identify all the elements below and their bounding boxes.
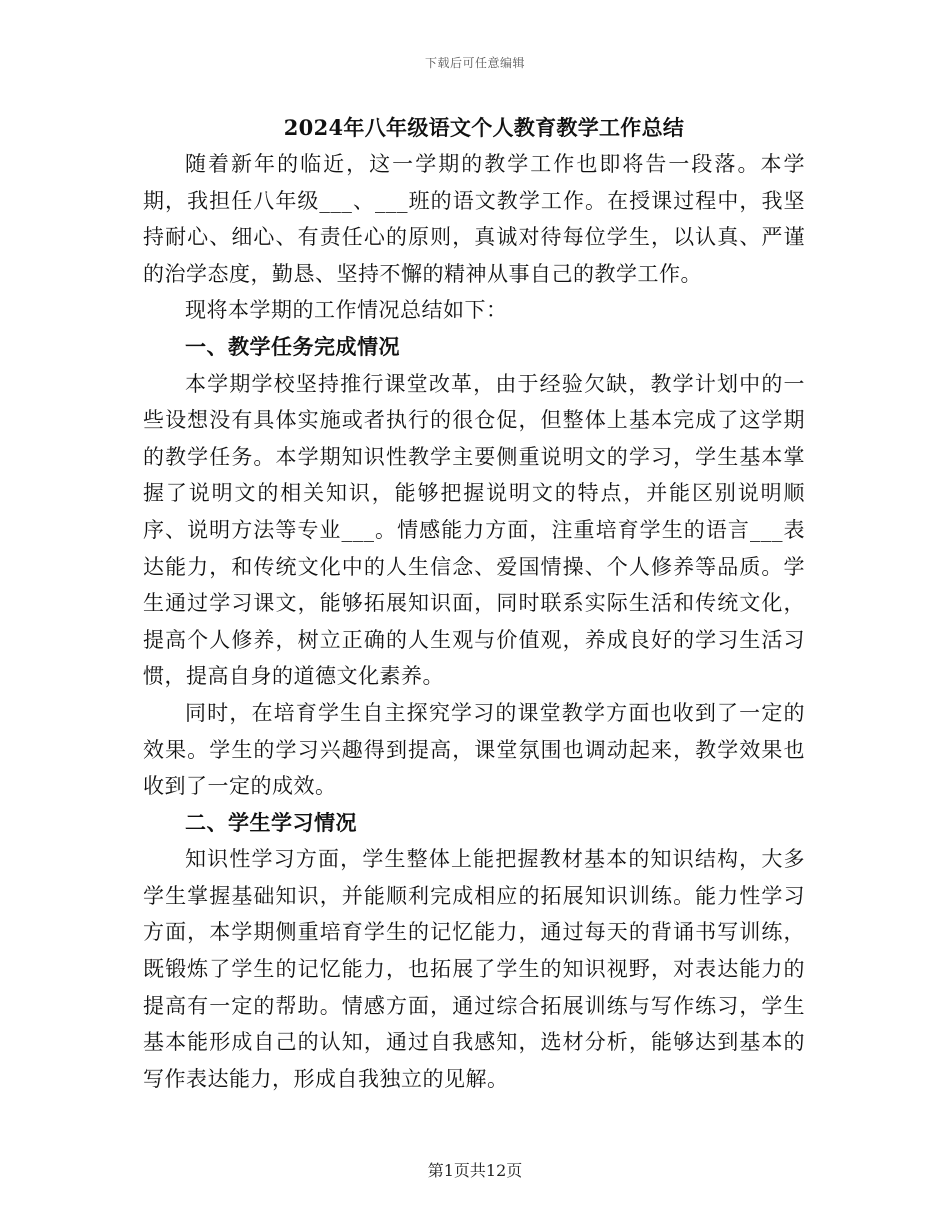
intro-paragraph: 现将本学期的工作情况总结如下： [185, 298, 508, 323]
page-number-footer: 第1页共12页 [427, 1161, 523, 1180]
section-heading: 二、学生学习情况 [185, 809, 357, 835]
section-heading: 一、教学任务完成情况 [185, 333, 400, 359]
intro-paragraph: 随着新年的临近，这一学期的教学工作也即将告一段落。本学期，我担任八年级___、___班的语文教学工作。在授课过程中，我坚持耐心、细心、有责任心的原则，真诚对待每位学生，以认真、严谨的治学态度，勤恳、坚持不懈的精神从事自己的教学工作。 [143, 152, 805, 286]
header-note: 下载后可任意编辑 [424, 56, 525, 70]
document-body [143, 110, 805, 1097]
section-paragraph: 知识性学习方面，学生整体上能把握教材基本的知识结构，大多学生掌握基础知识，并能顺利完成相应的拓展知识训练。能力性学习方面，本学期侧重培育学生的记忆能力，通过每天的背诵书写训练，既锻炼了学生的记忆能力，也拓展了学生的知识视野，对表达能力的提高有一定的帮助。情感方面，通过综合拓展训练与写作练习，学生基本能形成自己的认知，通过自我感知，选材分析，能够达到基本的写作表达能力，形成自我独立的见解。 [143, 847, 805, 1091]
document-title: 2024年八年级语文个人教育教学工作总结 [283, 115, 685, 140]
section-paragraph: 同时，在培育学生自主探究学习的课堂教学方面也收到了一定的效果。学生的学习兴趣得到提高，课堂氛围也调动起来，教学效果也收到了一定的成效。 [143, 700, 805, 799]
section-paragraph: 本学期学校坚持推行课堂改革，由于经验欠缺，教学计划中的一些设想没有具体实施或者执行的很仓促，但整体上基本完成了这学期的教学任务。本学期知识性教学主要侧重说明文的学习，学生基本掌握了说明文的相关知识，能够把握说明文的特点，并能区别说明顺序、说明方法等专业___。情感能力方面，注重培育学生的语言___表达能力，和传统文化中的人生信念、爱国情操、个人修养等品质。学生通过学习课文，能够拓展知识面，同时联系实际生活和传统文化，提高个人修养，树立正确的人生观与价值观，养成良好的学习生活习惯，提高自身的道德文化素养。 [143, 371, 805, 689]
